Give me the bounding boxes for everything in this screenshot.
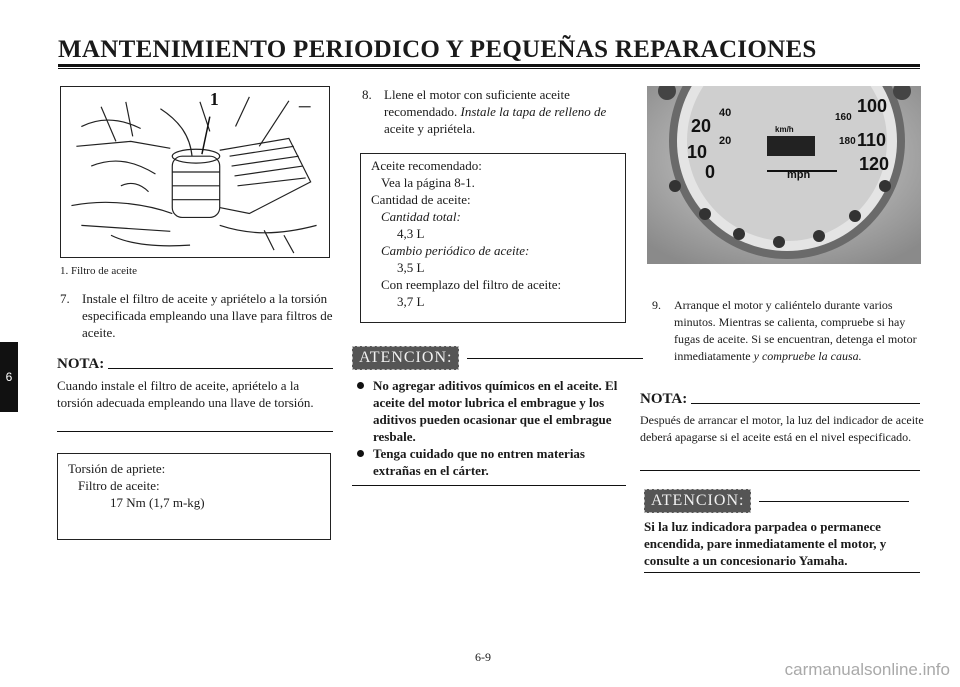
chapter-tab bbox=[0, 342, 18, 412]
title-rule-thin bbox=[58, 68, 920, 69]
caution-heading-rule bbox=[467, 358, 643, 359]
caution-heading bbox=[644, 489, 909, 513]
gauge-label: 120 bbox=[859, 154, 890, 174]
step-7-text: Instale el filtro de aceite y apriételo a la torsión especificada empleando una llave para filtros de aceite. bbox=[82, 291, 333, 340]
oil-filter-figure bbox=[60, 86, 330, 258]
oil-indicator-photo bbox=[647, 86, 921, 264]
page-title: MANTENIMIENTO PERIODICO Y PEQUEÑAS REPARACIONES bbox=[58, 36, 817, 63]
oil-filter-change-label: Con reemplazo del filtro de aceite: bbox=[381, 277, 562, 292]
step-8-text-a: Llene el motor con suficiente aceite recomendado. bbox=[384, 87, 570, 119]
watermark: carmanualsonline.info bbox=[784, 660, 950, 679]
chapter-number: 6 bbox=[5, 370, 13, 384]
caution-item bbox=[357, 377, 629, 445]
gauge-label: 0 bbox=[705, 162, 716, 182]
caution-end-rule bbox=[644, 572, 920, 573]
oil-total-label: Cantidad total: bbox=[381, 209, 461, 224]
note-heading bbox=[57, 356, 333, 373]
step-7 bbox=[60, 290, 335, 341]
gauge-label: 20 bbox=[719, 135, 732, 147]
gauge-label: 160 bbox=[835, 112, 852, 123]
step-9 bbox=[640, 297, 925, 365]
oil-recommended-label: Aceite recomendado: bbox=[371, 158, 482, 173]
oil-total-value: 4,3 L bbox=[397, 226, 425, 241]
step-8-number: 8. bbox=[362, 87, 372, 102]
caution-heading-rule bbox=[759, 501, 909, 502]
torque-part: Filtro de aceite: bbox=[78, 478, 160, 493]
caution-badge: ATENCION: bbox=[644, 489, 751, 513]
gauge-label: 20 bbox=[691, 116, 712, 136]
note-text: Después de arrancar el motor, la luz del indicador de aceite deberá apagarse si el aceite está en el nivel especificado. bbox=[640, 413, 924, 444]
step-9-text-italic: y compruebe la causa. bbox=[753, 349, 862, 363]
oil-spec-box bbox=[360, 153, 626, 323]
figure-caption: 1. Filtro de aceite bbox=[60, 265, 137, 277]
caution-item-text: Tenga cuidado que no entren materias extrañas en el cárter. bbox=[373, 446, 585, 478]
note-heading bbox=[640, 391, 920, 408]
note-heading-text: NOTA: bbox=[57, 356, 105, 372]
torque-value: 17 Nm (1,7 m-kg) bbox=[110, 495, 205, 510]
oil-recommended-ref: Vea la página 8-1. bbox=[381, 175, 475, 190]
caution-end-rule bbox=[352, 485, 626, 486]
step-8-text-b: aceite y apriétela. bbox=[384, 121, 476, 136]
note-heading-rule bbox=[108, 368, 333, 369]
oil-filter-change-value: 3,7 L bbox=[397, 294, 425, 309]
gauge-label: mph bbox=[787, 169, 811, 181]
caution-badge: ATENCION: bbox=[352, 346, 459, 370]
gauge-label: 180 bbox=[839, 136, 856, 147]
oil-filter-illustration bbox=[61, 87, 329, 257]
step-8-text bbox=[362, 86, 627, 137]
step-9-number: 9. bbox=[652, 298, 661, 312]
bullet-icon bbox=[357, 382, 364, 389]
note-end-rule bbox=[57, 431, 333, 432]
caution-heading bbox=[352, 346, 643, 370]
caution-text: Si la luz indicadora parpadea o permanece encendida, pare inmediatamente el motor, y consulte a un concesionario Yamaha. bbox=[644, 519, 887, 568]
caution-list bbox=[357, 377, 629, 479]
caution-item-text: No agregar aditivos químicos en el aceite. El aceite del motor lubrica el embrague y los aditivos pueden ocasionar que el embrague resbale. bbox=[373, 378, 618, 444]
note-heading-text: NOTA: bbox=[640, 391, 688, 407]
gauge-label: 40 bbox=[719, 107, 732, 119]
gauge-label: 110 bbox=[857, 130, 887, 150]
gauge-label: km/h bbox=[775, 125, 794, 134]
speedometer-illustration bbox=[647, 86, 921, 264]
oil-quantity-label: Cantidad de aceite: bbox=[371, 192, 471, 207]
step-7-number: 7. bbox=[60, 291, 70, 306]
note-text: Cuando instale el filtro de aceite, apriételo a la torsión adecuada empleando una llave de torsión. bbox=[57, 378, 314, 410]
torque-label: Torsión de apriete: bbox=[68, 461, 166, 476]
bullet-icon bbox=[357, 450, 364, 457]
step-9-text-a: Arranque el motor y caliéntelo durante varios minutos. Mientras se calienta, compruebe si hay fugas de aceite. Si se encuentran, detenga el motor inmediatamente bbox=[674, 298, 917, 363]
note-heading-rule bbox=[691, 403, 920, 404]
torque-spec-box bbox=[57, 453, 331, 540]
page-number: 6-9 bbox=[475, 650, 491, 664]
oil-change-value: 3,5 L bbox=[397, 260, 425, 275]
gauge-label: 100 bbox=[857, 96, 888, 116]
caution-item bbox=[357, 445, 629, 479]
gauge-label: 10 bbox=[687, 142, 708, 162]
step-8-text-italic: Instale la tapa de relleno de bbox=[460, 104, 607, 119]
oil-change-label: Cambio periódico de aceite: bbox=[381, 243, 530, 258]
title-rule bbox=[58, 64, 920, 67]
note-end-rule bbox=[640, 470, 920, 471]
step-8 bbox=[362, 86, 627, 137]
figure-callout: 1 bbox=[209, 88, 219, 109]
step-9-text bbox=[640, 297, 925, 365]
